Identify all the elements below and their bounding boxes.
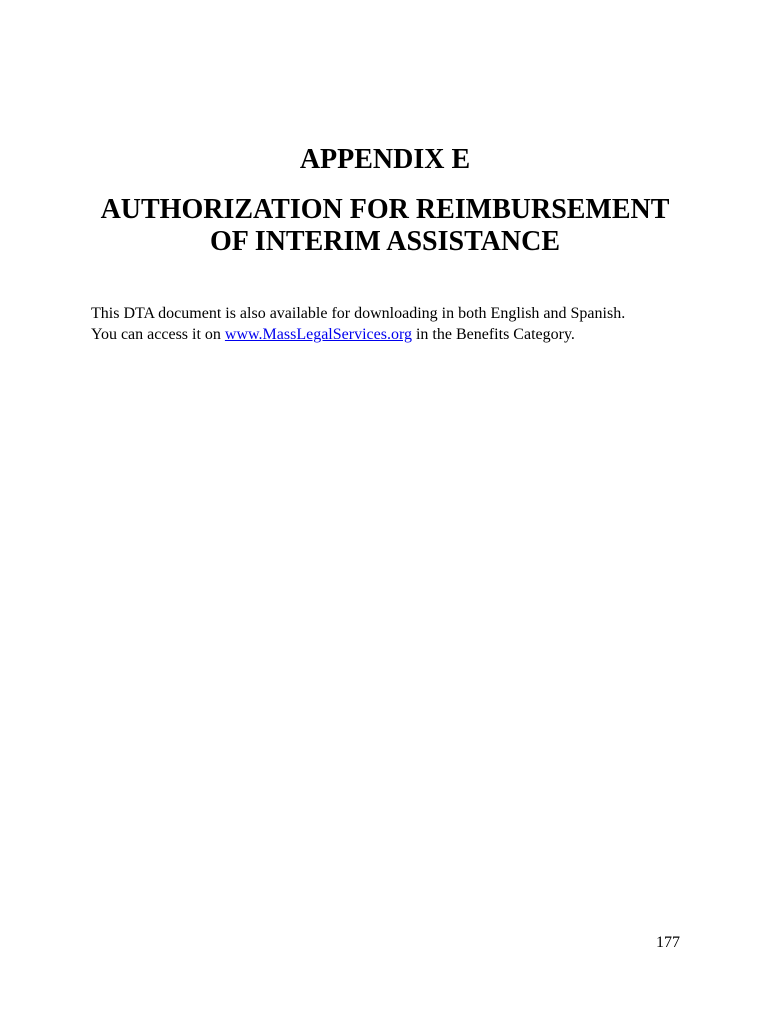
document-title-line-1: AUTHORIZATION FOR REIMBURSEMENT [100, 194, 670, 225]
availability-text-line-2 [91, 324, 691, 345]
mass-legal-services-link[interactable]: www.MassLegalServices.org [224, 326, 412, 343]
appendix-title: APPENDIX E [299, 144, 471, 175]
document-title-line-2: OF INTERIM ASSISTANCE [209, 226, 561, 257]
access-text-suffix: in the Benefits Category. [411, 326, 575, 343]
access-text-prefix: You can access it on [91, 326, 225, 343]
availability-text-line-1: This DTA document is also available for downloading in both English and Spanish. [91, 305, 626, 322]
page-number: 177 [656, 934, 680, 951]
